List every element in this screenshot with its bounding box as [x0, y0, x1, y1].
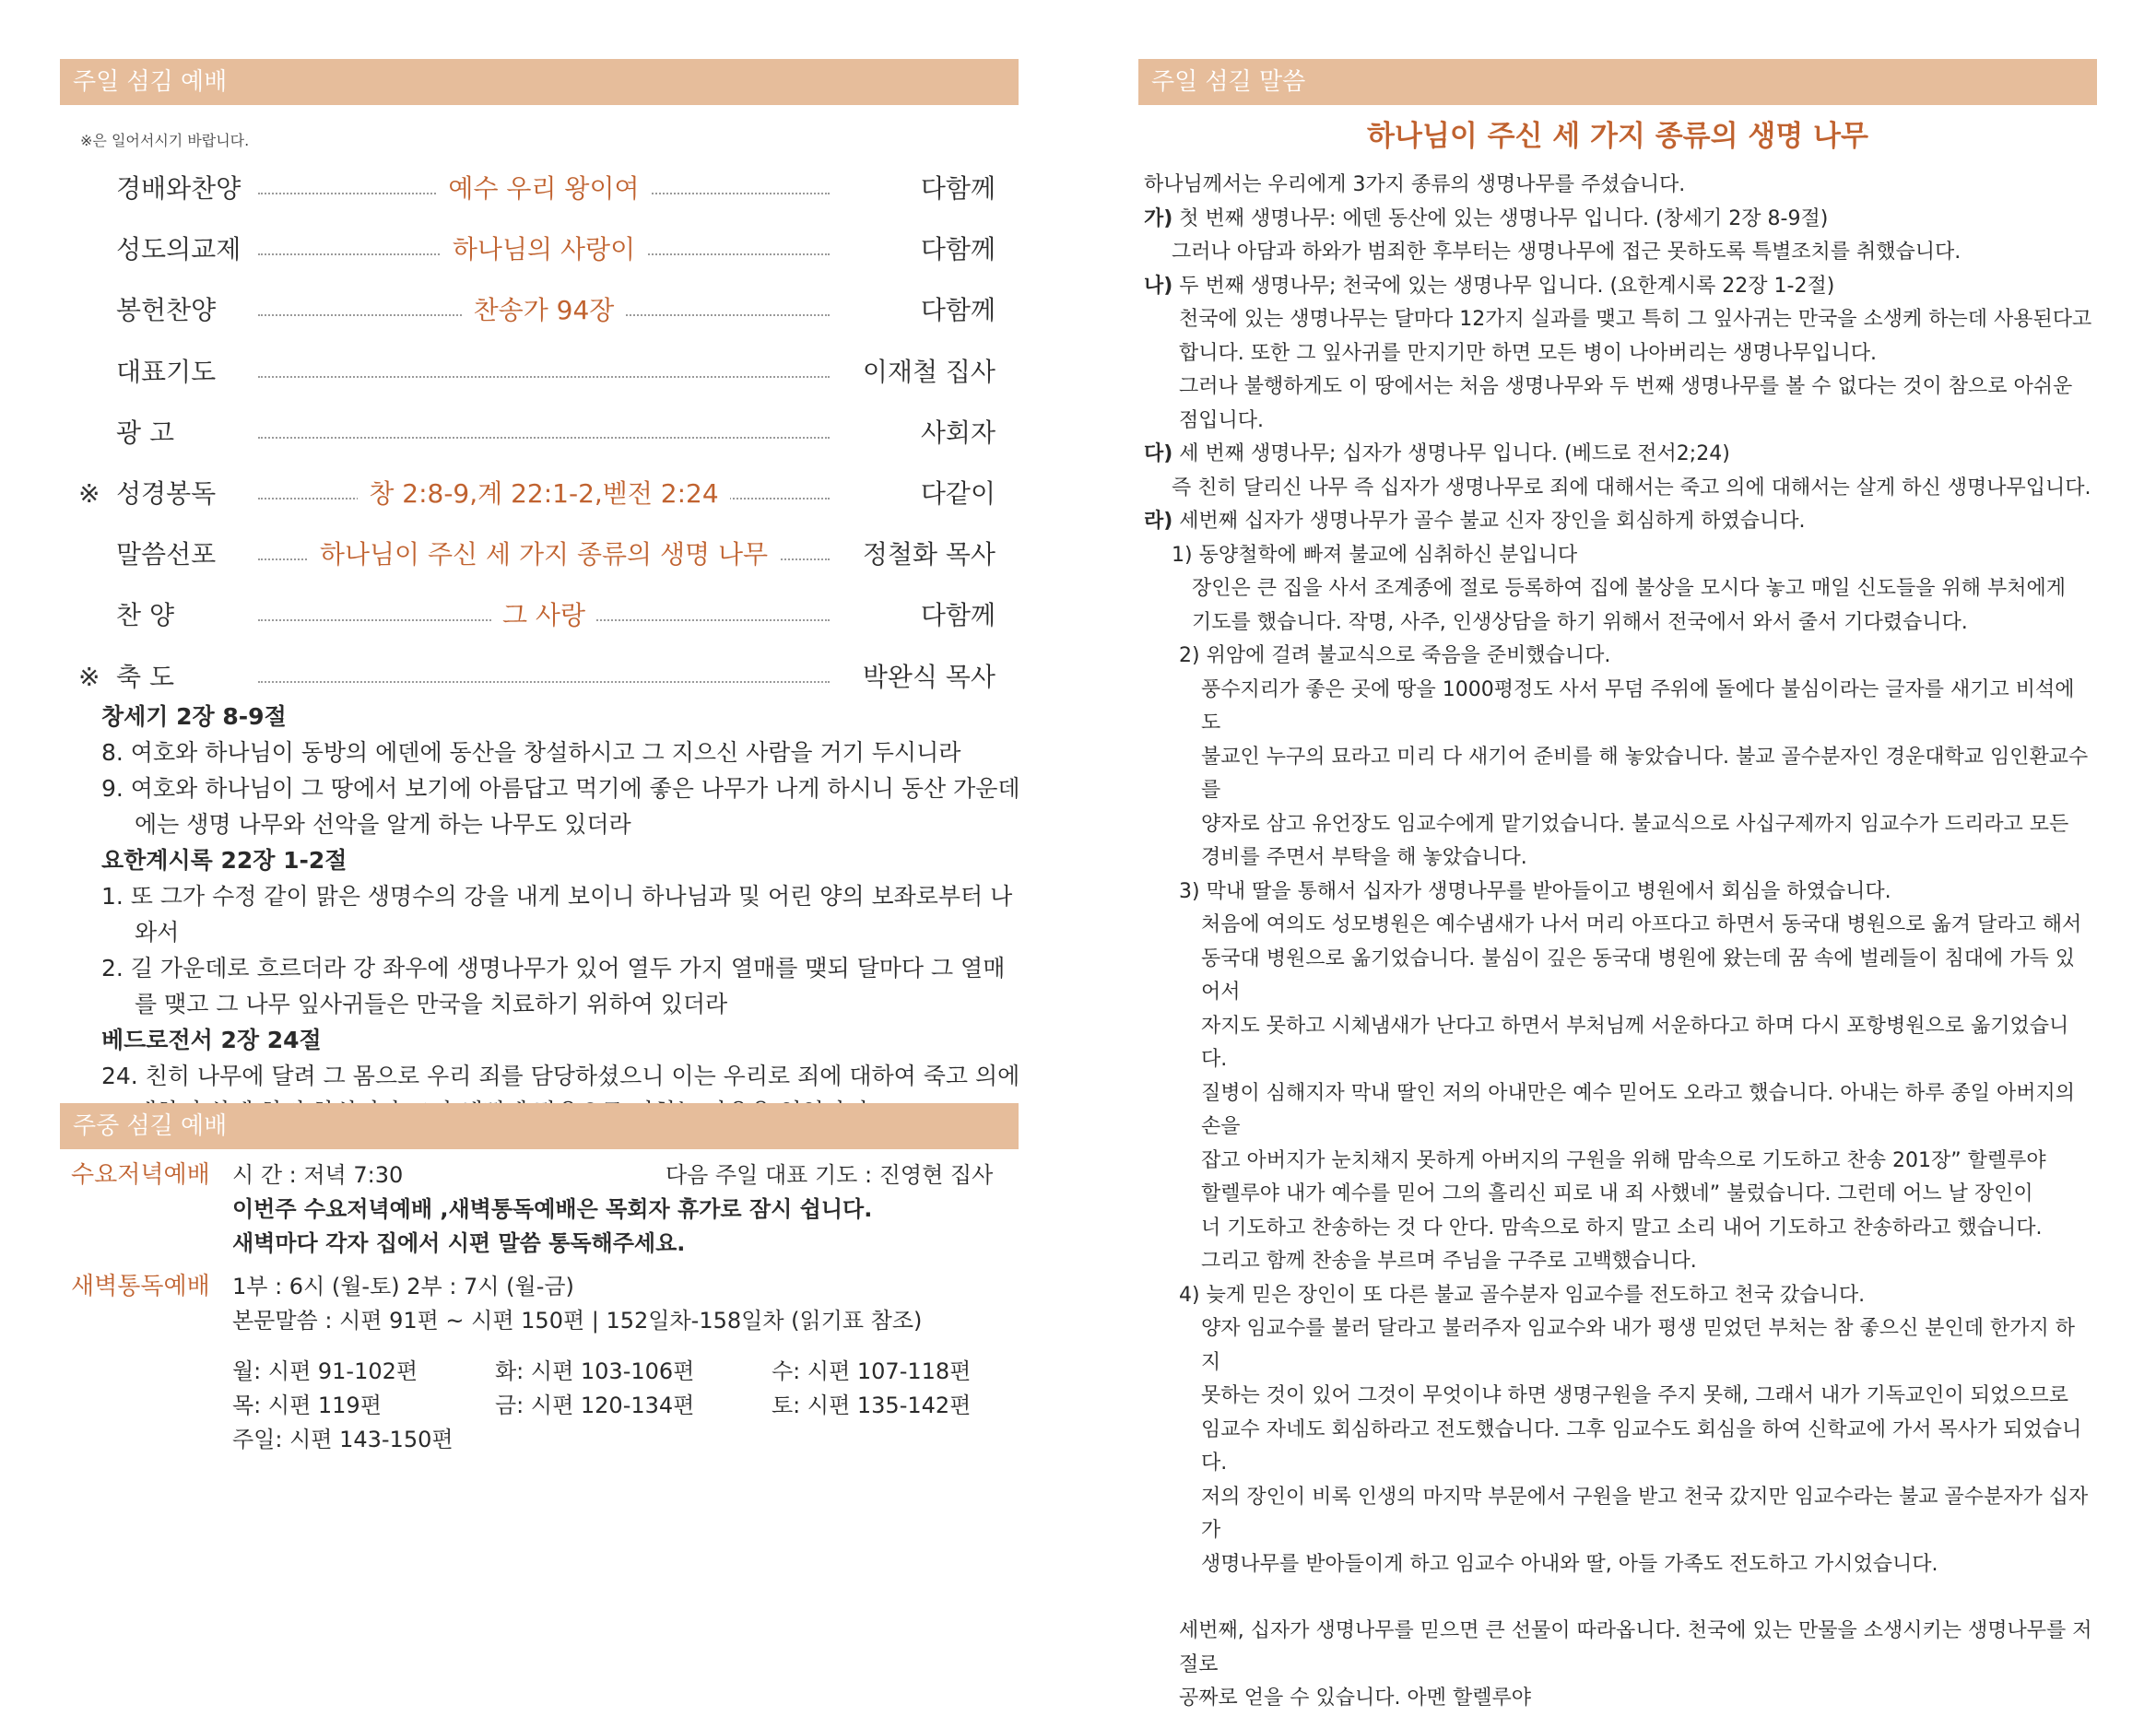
- sermon-line: 자지도 못하고 시체냄새가 난다고 하면서 부처님께 서운하다고 하며 다시 포항병원으로 옮기었습니다.: [1201, 1014, 2069, 1071]
- order-item-title: 예수 우리 왕이여: [258, 169, 830, 209]
- sermon-line: 못하는 것이 있어 그것이 무엇이냐 하면 생명구원을 주지 못해, 그래서 내가 기독교인이 되었으므로: [1201, 1384, 2068, 1407]
- wednesday-label: 수요저녁예배: [71, 1161, 210, 1189]
- point-text: 세번째 십자가 생명나무가 골수 불교 신자 장인을 회심하게 하였습니다.: [1172, 510, 1806, 533]
- order-item-name: 대표기도: [116, 357, 217, 387]
- order-item-leader: 다같이: [920, 478, 996, 509]
- schedule-item: 수: 시편 107-118편: [772, 1358, 972, 1384]
- order-item-name: 경배와찬양: [116, 173, 242, 204]
- order-item-leader: 정철화 목사: [862, 539, 996, 570]
- standing-mark: ※: [78, 662, 100, 692]
- sermon-line: 기도를 했습니다. 작명, 사주, 인생상담을 하기 위해서 전국에서 와서 줄서 기다렸습니다.: [1192, 610, 1968, 634]
- sermon-point-heading: [1144, 203, 2093, 237]
- leader-dots: [258, 437, 830, 439]
- sermon-header: 주일 섬길 말씀: [1138, 59, 2097, 105]
- sermon-line: 생명나무를 받아들이게 하고 임교수 아내와 딸, 아들 가족도 전도하고 가시었습니다.: [1201, 1552, 1938, 1576]
- scripture-verse: 2. 길 가운데로 흐르더라 강 좌우에 생명나무가 있어 열두 가지 열매를 맺되 달마다 그 열매를 맺고 그 나무 잎사귀들은 만국을 치료하기 위하여 있더라: [101, 955, 1006, 1017]
- order-item-leader: 다함께: [920, 234, 996, 264]
- point-text: 세 번째 생명나무; 십자가 생명나무 입니다. (베드로 전서2;24): [1172, 442, 1730, 465]
- sermon-line: 질병이 심해지자 막내 딸인 저의 아내만은 예수 믿어도 오라고 했습니다. 아내는 하루 종일 아버지의 손을: [1201, 1081, 2075, 1138]
- order-row: [60, 413, 996, 453]
- order-row: [60, 595, 996, 636]
- order-item-title: 그 사랑: [258, 595, 830, 636]
- order-item-name: 성경봉독: [116, 478, 217, 509]
- sermon-line: 천국에 있는 생명나무는 달마다 12가지 실과를 맺고 특히 그 잎사귀는 만국을 소생케 하는데 사용된다고: [1179, 308, 2092, 331]
- scripture-verse: 24. 친히 나무에 달려 그 몸으로 우리 죄를 담당하셨으니 이는 우리로 죄에 대하여 죽고 의에: [101, 1063, 1020, 1089]
- wednesday-notice-1: 이번주 수요저녁예배 ,새벽통독예배은 목회자 휴가로 잠시 쉽니다.: [232, 1196, 873, 1222]
- schedule-item: 화: 시편 103-106편: [495, 1358, 695, 1384]
- standing-note: ※은 일어서시기 바랍니다.: [80, 132, 250, 149]
- sermon-line: 경비를 주면서 부탁을 해 놓았습니다.: [1201, 846, 1527, 869]
- order-item-name: 찬 양: [116, 600, 174, 630]
- scripture-verse: 1. 또 그가 수정 같이 맑은 생명수의 강을 내게 보이니 하나님과 및 어린 양의 보좌로부터 나와서: [101, 883, 1013, 946]
- next-prayer: 다음 주일 대표 기도 : 진영현 집사: [666, 1162, 994, 1188]
- order-item-title: 하나님이 주신 세 가지 종류의 생명 나무: [258, 535, 830, 575]
- sermon-line: 공짜로 얻을 수 있습니다. 아멘 할렐루야: [1179, 1687, 1531, 1710]
- order-item-leader: 박완식 목사: [862, 662, 996, 692]
- dawn-times: 1부 : 6시 (월-토) 2부 : 7시 (월-금): [232, 1274, 574, 1299]
- scripture-verse: 9. 여호와 하나님이 그 땅에서 보기에 아름답고 먹기에 좋은 나무가 나게 하시니 동산 가운데에는 생명 나무와 선악을 알게 하는 나무도 있더라: [101, 775, 1020, 838]
- order-item-name: 봉헌찬양: [116, 295, 217, 325]
- sermon-point-heading: [1144, 438, 2093, 472]
- sermon-line: 풍수지리가 좋은 곳에 땅을 1000평정도 사서 무덤 주위에 돌에다 불심이라는 글자를 새기고 비석에도: [1201, 677, 2075, 735]
- left-column: [60, 0, 1019, 1524]
- point-text: 첫 번째 생명나무: 에덴 동산에 있는 생명나무 입니다. (창세기 2장 8-9절): [1172, 206, 1829, 230]
- sermon-line: 처음에 여의도 성모병원은 예수냄새가 나서 머리 아프다고 하면서 동국대 병원으로 옮겨 달라고 해서: [1201, 913, 2082, 936]
- point-text: 두 번째 생명나무; 천국에 있는 생명나무 입니다. (요한계시록 22장 1-2절): [1172, 274, 1835, 298]
- schedule-item: 월: 시편 91-102편: [232, 1358, 418, 1384]
- sermon-line: 양자 임교수를 불러 달라고 불러주자 임교수와 내가 평생 믿었던 부처는 참 좋으신 분인데 한가지 하지: [1201, 1317, 2075, 1374]
- sermon-line: 그리고 함께 찬송을 부르며 주님을 구주로 고백했습니다.: [1201, 1250, 1697, 1273]
- order-item-title: 창 2:8-9,계 22:1-2,벧전 2:24: [258, 474, 830, 514]
- order-row: [60, 474, 996, 514]
- order-item-leader: 다함께: [920, 295, 996, 325]
- sermon-line: 할렐루야 내가 예수를 믿어 그의 흘리신 피로 내 죄 사했네” 불렀습니다. 그런데 어느 날 장인이: [1201, 1182, 2033, 1205]
- sermon-line: 그러나 아담과 하와가 범죄한 후부터는 생명나무에 접근 못하도록 특별조치를 취했습니다.: [1172, 241, 1962, 264]
- order-item-leader: 이재철 집사: [862, 357, 996, 387]
- paragraph-gap: [1144, 1581, 2093, 1615]
- point-marker: 다): [1144, 442, 1173, 465]
- scripture-verse: 8. 여호와 하나님이 동방의 에덴에 동산을 창설하시고 그 지으신 사람을 거기 두시니라: [101, 739, 961, 766]
- sermon-point-heading: [1144, 270, 2093, 304]
- standing-mark: ※: [78, 478, 100, 509]
- scripture-reference: 요한계시록 22장 1-2절: [101, 847, 348, 874]
- point-marker: 나): [1144, 274, 1173, 298]
- sermon-line: 그러나 불행하게도 이 땅에서는 처음 생명나무와 두 번째 생명나무를 볼 수 없다는 것이 참으로 아쉬운: [1179, 375, 2073, 398]
- sermon-title: 하나님이 주신 세 가지 종류의 생명 나무: [1367, 120, 1868, 153]
- sermon-line: 불교인 누구의 묘라고 미리 다 새기어 준비를 해 놓았습니다. 불교 골수분자인 경운대학교 임인환교수를: [1201, 745, 2089, 802]
- sermon-line: 장인은 큰 집을 사서 조계종에 절로 등록하여 집에 불상을 모시다 놓고 매일 신도들을 위해 부처에게: [1192, 577, 2066, 600]
- dawn-label: 새벽통독예배: [71, 1273, 210, 1300]
- sermon-line: 4) 늦게 믿은 장인이 또 다른 불교 골수분자 임교수를 전도하고 천국 갔습니다.: [1179, 1283, 1866, 1307]
- point-marker: 가): [1144, 206, 1173, 230]
- right-column: [1138, 0, 2097, 1710]
- sermon-line: 하나님께서는 우리에게 3가지 종류의 생명나무를 주셨습니다.: [1144, 173, 1686, 196]
- sermon-body: [1144, 169, 2093, 1716]
- sermon-line: 저의 장인이 비록 인생의 마지막 부문에서 구원을 받고 천국 갔지만 임교수라는 불교 골수분자가 십자가: [1201, 1485, 2089, 1542]
- sermon-line: 3) 막내 딸을 통해서 십자가 생명나무를 받아들이고 병원에서 회심을 하였습니다.: [1179, 879, 1891, 903]
- scripture-reference: 창세기 2장 8-9절: [101, 703, 287, 730]
- order-row: [60, 169, 996, 209]
- dawn-passage: 본문말씀 : 시편 91편 ~ 시편 150편 | 152일차-158일차 (읽기표 참조): [232, 1308, 923, 1334]
- sermon-line: 세번째, 십자가 생명나무를 믿으면 큰 선물이 따라옵니다. 천국에 있는 만물을 소생시키는 생명나무를 저절로: [1179, 1619, 2092, 1676]
- order-item-leader: 사회자: [920, 417, 996, 448]
- sermon-line: 합니다. 또한 그 잎사귀를 만지기만 하면 모든 병이 나아버리는 생명나무입니다.: [1179, 341, 1877, 365]
- order-item-title: 하나님의 사랑이: [258, 229, 830, 270]
- order-item-name: 광 고: [116, 417, 174, 448]
- order-row: [60, 352, 996, 393]
- schedule-item: 주일: 시편 143-150편: [232, 1427, 454, 1452]
- wednesday-time: 시 간 : 저녁 7:30: [232, 1162, 404, 1188]
- order-row: [60, 229, 996, 270]
- scripture-readings: [101, 699, 1023, 1130]
- weekday-worship-header: 주중 섬길 예배: [60, 1103, 1019, 1149]
- schedule-item: 목: 시편 119편: [232, 1393, 382, 1418]
- scripture-reference: 베드로전서 2장 24절: [101, 1027, 322, 1053]
- sunday-worship-header: 주일 섬김 예배: [60, 59, 1019, 105]
- leader-dots: [258, 376, 830, 378]
- point-marker: 라): [1144, 510, 1173, 533]
- order-item-name: 성도의교제: [116, 234, 242, 264]
- wednesday-notice-2: 새벽마다 각자 집에서 시편 말씀 통독해주세요.: [232, 1230, 686, 1256]
- order-row: [60, 657, 996, 698]
- order-item-leader: 다함께: [920, 173, 996, 204]
- sermon-line: 잡고 아버지가 눈치채지 못하게 아버지의 구원을 위해 맘속으로 기도하고 찬송 201장” 할렐루야: [1201, 1148, 2046, 1172]
- sermon-line: 1) 동양철학에 빠져 불교에 심취하신 분입니다: [1172, 543, 1578, 567]
- order-row: [60, 535, 996, 575]
- order-item-title: 찬송가 94장: [258, 290, 830, 331]
- schedule-item: 토: 시편 135-142편: [772, 1393, 972, 1418]
- order-item-leader: 다함께: [920, 600, 996, 630]
- sermon-line: 동국대 병원으로 옮기었습니다. 불심이 깊은 동국대 병원에 왔는데 꿈 속에 벌레들이 침대에 가득 있어서: [1201, 946, 2075, 1004]
- order-item-name: 축 도: [116, 662, 174, 692]
- sermon-line: 점입니다.: [1179, 408, 1265, 432]
- reading-schedule: [232, 1355, 1016, 1457]
- sermon-line: 2) 위암에 걸려 불교식으로 죽음을 준비했습니다.: [1179, 644, 1611, 667]
- order-item-name: 말씀선포: [116, 539, 217, 570]
- sermon-point-heading: [1144, 505, 2093, 539]
- sermon-line: 임교수 자네도 회심하라고 전도했습니다. 그후 임교수도 회심을 하여 신학교에 가서 목사가 되었습니다.: [1201, 1417, 2082, 1475]
- sermon-line: 양자로 삼고 유언장도 임교수에게 맡기었습니다. 불교식으로 사십구제까지 임교수가 드리라고 모든: [1201, 812, 2069, 836]
- sermon-line: 즉 친히 달리신 나무 즉 십자가 생명나무로 죄에 대해서는 죽고 의에 대해서는 살게 하신 생명나무입니다.: [1172, 476, 2091, 500]
- sermon-line: 너 기도하고 찬송하는 것 다 안다. 맘속으로 하지 말고 소리 내어 기도하고 찬송하라고 했습니다.: [1201, 1216, 2043, 1240]
- leader-dots: [258, 681, 830, 683]
- order-row: [60, 290, 996, 331]
- schedule-item: 금: 시편 120-134편: [495, 1393, 695, 1418]
